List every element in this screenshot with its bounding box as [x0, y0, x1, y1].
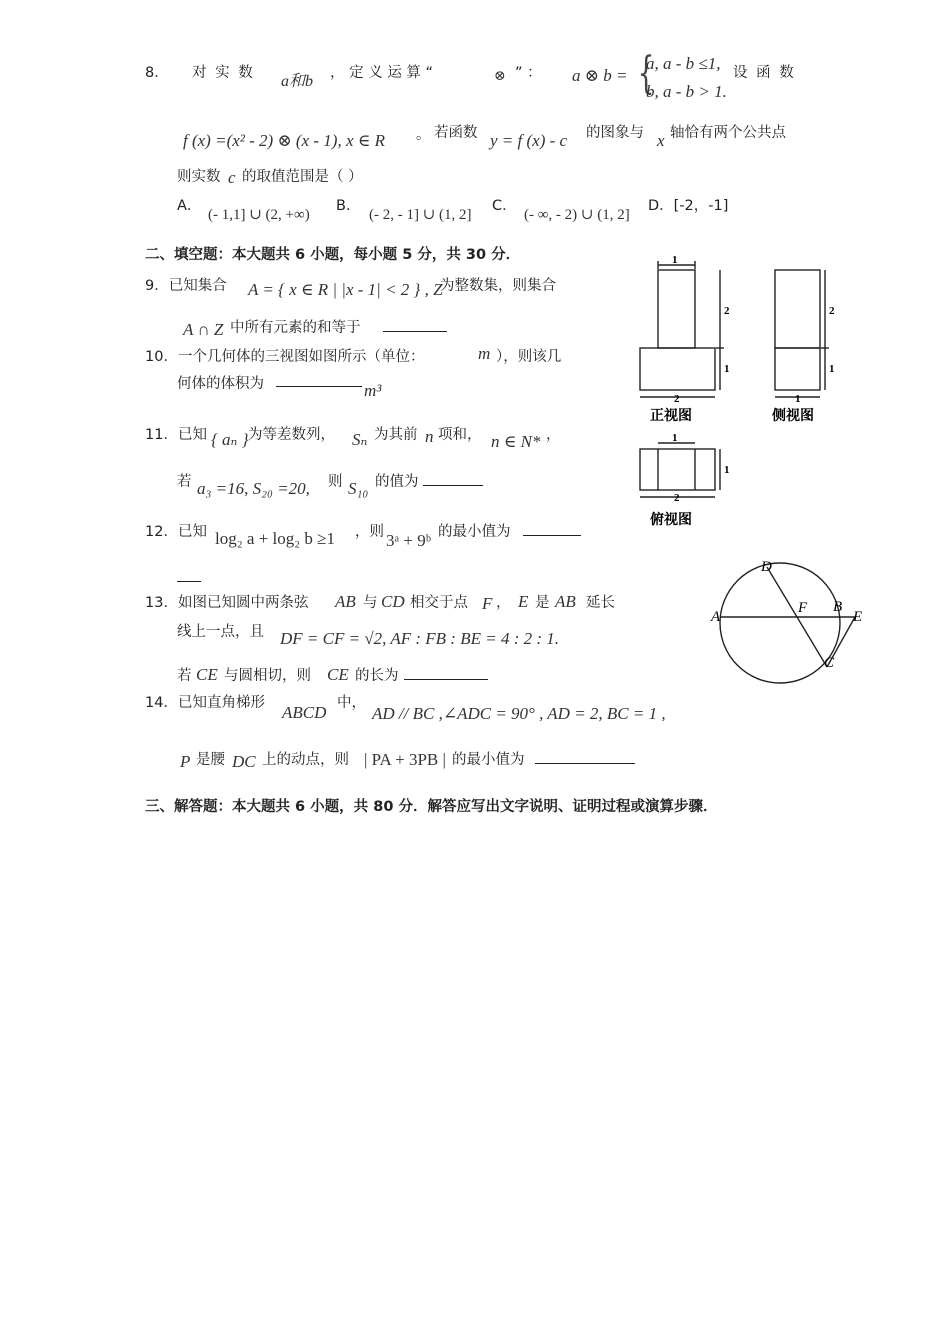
q11-ruo: 若 — [177, 474, 192, 490]
q13-text3: 延长 — [586, 595, 615, 611]
q13-e: E — [518, 592, 529, 611]
top-view-label: 俯视图 — [650, 513, 692, 528]
q14-dc: DC — [232, 752, 256, 771]
q8-intro: 对 实 数 — [192, 65, 255, 81]
q8-text3: 轴恰有两个公共点 — [670, 125, 786, 141]
q14-answer-blank — [535, 749, 635, 764]
q11-n-in-N: n ∈ N* — [491, 432, 541, 451]
q13-text4: 与圆相切，则 — [224, 668, 311, 684]
side-dim-upper: 2 — [829, 305, 835, 317]
point-f: F — [798, 600, 808, 616]
q9-number: 9．已知集合 — [145, 278, 227, 294]
q13-text5: 的长为 — [355, 668, 399, 684]
q13-ab2: AB — [555, 592, 576, 611]
q14-text1: 是腰 — [196, 752, 225, 768]
q8-yfc: y = f (x) - c — [490, 131, 568, 150]
q13-cd: CD — [381, 592, 405, 611]
section3-heading: 三、解答题：本大题共 6 小题，共 80 分．解答应写出文字说明、证明过程或演算步骤． — [145, 799, 718, 815]
point-c: C — [824, 655, 835, 671]
q8-case2: b, a - b > 1. — [646, 82, 727, 101]
q8-text4: 则实数 — [177, 169, 221, 185]
side-view-label: 侧视图 — [772, 409, 814, 424]
q10-unit: m³ — [364, 381, 382, 400]
q9-text2: 中所有元素的和等于 — [230, 320, 361, 336]
q11-text4: 的值为 — [375, 474, 419, 490]
q11-answer-blank — [423, 471, 483, 486]
q11-an: { aₙ } — [211, 430, 249, 449]
q13-ce2: CE — [327, 665, 349, 684]
q8-option-b: (- 2, - 1] ∪ (1, 2] — [369, 207, 472, 223]
q12-text1: ，则 — [355, 524, 384, 540]
top-dim-top: 1 — [672, 432, 678, 444]
q11-number: 11．已知 — [145, 427, 207, 443]
q11-condition: a₃ =16, S₂₀ =20, — [197, 479, 310, 498]
q8-option-c-label: C． — [492, 198, 517, 214]
q13-f: F — [482, 594, 493, 613]
q10-answer-blank — [276, 372, 362, 387]
q13-line2a: 线上一点，且 — [177, 624, 264, 640]
q13-text2: 是 — [535, 595, 550, 611]
q12-expression: 3ᵃ + 9ᵇ — [386, 531, 431, 550]
front-view-label: 正视图 — [650, 409, 692, 424]
q13-sep: ， — [496, 595, 511, 611]
q14-text3: 的最小值为 — [452, 752, 525, 768]
front-dim-lower: 1 — [724, 363, 730, 375]
q8-def-lhs: a ⊗ b = — [572, 66, 628, 85]
q11-comma: ， — [546, 427, 561, 443]
front-dim-upper: 2 — [724, 305, 730, 317]
q12-answer-blank-cont — [177, 567, 201, 582]
section2-heading: 二、填空题：本大题共 6 小题，每小题 5 分，共 30 分． — [145, 247, 521, 263]
q8-case1: a, a - b ≤1, — [646, 54, 721, 73]
q9-set: A = { x ∈ R | |x - 1| < 2 } , Z — [248, 280, 443, 299]
q8-option-a: (- 1,1] ∪ (2, +∞) — [208, 207, 310, 223]
q12-answer-blank — [523, 521, 581, 536]
q8-option-a-label: A． — [177, 198, 202, 214]
q11-ze: 则 — [328, 474, 343, 490]
q8-dot: 。 — [416, 127, 431, 143]
q14-condition: AD // BC ,∠ADC = 90° , AD = 2, BC = 1 , — [372, 704, 666, 723]
q8-brace: { — [637, 48, 655, 99]
q8-close: ” ： — [515, 65, 542, 81]
q13-text1: 相交于点 — [410, 595, 468, 611]
q8-text2: 的图象与 — [586, 125, 644, 141]
q13-ce: CE — [196, 665, 218, 684]
q11-text3: 项和， — [438, 427, 482, 443]
q12-text2: 的最小值为 — [438, 524, 511, 540]
q13-answer-blank — [404, 665, 488, 680]
q10-m: m — [478, 344, 491, 363]
point-a: A — [711, 609, 721, 625]
q8-option-c: (- ∞, - 2) ∪ (1, 2] — [524, 207, 630, 223]
q8-a-and-b: a和b — [281, 73, 314, 90]
q11-text2: 为其前 — [374, 427, 418, 443]
q11-n: n — [425, 427, 434, 446]
point-d: D — [761, 559, 772, 575]
q8-option-b-label: B． — [336, 198, 361, 214]
q8-ruo: 若函数 — [434, 125, 478, 141]
top-dim-right: 1 — [724, 464, 730, 476]
q14-expression: | PA + 3PB | — [364, 750, 446, 769]
q8-number: 8． — [145, 65, 169, 81]
q12-number: 12．已知 — [145, 524, 207, 540]
side-dim-lower: 1 — [829, 363, 835, 375]
q8-x: x — [657, 131, 665, 150]
circle-figure — [705, 555, 875, 695]
q8-option-d: D．[-2，-1] — [648, 198, 729, 214]
q8-text5: 的取值范围是（ ） — [242, 169, 363, 185]
q11-text1: 为等差数列， — [248, 427, 335, 443]
q14-text2: 上的动点，则 — [262, 752, 349, 768]
q10-line2: 何体的体积为 — [177, 376, 264, 392]
q10-line1b: ），则该几 — [496, 349, 562, 365]
q11-sn: Sₙ — [352, 430, 368, 449]
three-view-figure — [630, 252, 840, 532]
q13-ruo: 若 — [177, 668, 192, 684]
q10-line1: 10．一个几何体的三视图如图所示（单位： — [145, 349, 425, 365]
q9-text: 为整数集，则集合 — [440, 278, 556, 294]
q14-abcd: ABCD — [282, 703, 327, 722]
q8-set-fn: 设 函 数 — [733, 65, 796, 81]
q14-zhong: 中， — [337, 695, 366, 711]
point-e: E — [853, 609, 863, 625]
q14-p: P — [180, 752, 191, 771]
q9-intersect: A ∩ Z — [183, 320, 224, 339]
q9-answer-blank — [383, 317, 447, 332]
side-dim-bottom: 1 — [795, 393, 801, 405]
q8-function: f (x) =(x² - 2) ⊗ (x - 1), x ∈ R — [183, 131, 385, 150]
point-b: B — [833, 599, 843, 615]
q14-number: 14．已知直角梯形 — [145, 695, 265, 711]
q8-c: c — [228, 168, 236, 187]
top-dim-bottom: 2 — [674, 492, 680, 504]
q13-yu: 与 — [363, 595, 378, 611]
q13-line1a: 13．如图已知圆中两条弦 — [145, 595, 309, 611]
q8-otimes: ⊗ — [494, 69, 506, 84]
front-dim-top: 1 — [672, 254, 678, 266]
q8-mid: ， 定 义 运 算 “ — [330, 65, 434, 81]
q12-condition: log₂ a + log₂ b ≥1 — [215, 529, 336, 548]
front-dim-bottom: 2 — [674, 393, 680, 405]
q11-s10: S₁₀ — [348, 479, 369, 498]
q13-condition: DF = CF = √2, AF : FB : BE = 4 : 2 : 1. — [280, 629, 560, 648]
q13-ab: AB — [335, 592, 356, 611]
